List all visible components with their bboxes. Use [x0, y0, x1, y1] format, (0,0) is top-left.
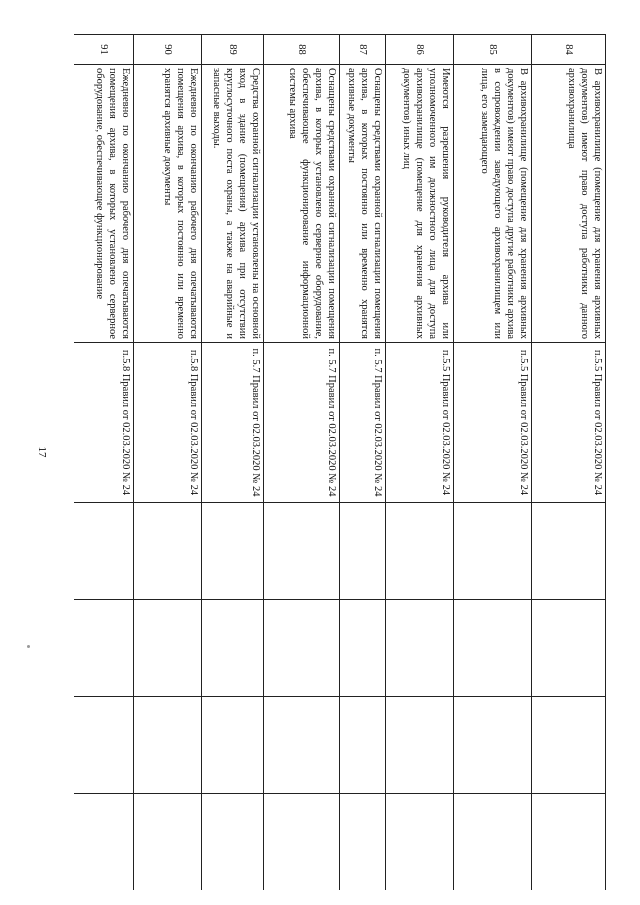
requirement-cell: Имеются разрешения руководителя архива или уполномоченного им должностного лица для доступа архивохранилище (помещение для хранения архивных документов) иных лиц [386, 65, 454, 343]
reference-cell: п.5.5 Правил от 02.03.2020 № 24 [386, 343, 454, 503]
table-row [74, 35, 134, 891]
rotated-content [74, 34, 606, 890]
answer-no-cell[interactable] [134, 600, 202, 697]
answer-na-cell[interactable] [532, 697, 606, 794]
answer-yes-cell[interactable] [386, 503, 454, 600]
row-number: 90 [134, 35, 202, 65]
table-row [134, 35, 202, 891]
table-row [340, 35, 386, 891]
reference-cell: п. 5.7 Правил от 02.03.2020 № 24 [264, 343, 340, 503]
page-number: 17 [36, 446, 48, 458]
answer-yes-cell[interactable] [454, 503, 532, 600]
answer-no-cell[interactable] [202, 600, 264, 697]
answer-na-cell[interactable] [264, 697, 340, 794]
table-row [386, 35, 454, 891]
reference-cell: п.5.5 Правил от 02.03.2020 № 24 [532, 343, 606, 503]
answer-yes-cell[interactable] [532, 503, 606, 600]
note-cell[interactable] [386, 794, 454, 891]
answer-na-cell[interactable] [454, 697, 532, 794]
answer-no-cell[interactable] [454, 600, 532, 697]
reference-cell: п. 5.7 Правил от 02.03.2020 № 24 [340, 343, 386, 503]
checklist-table-frame [74, 34, 606, 890]
scan-speck [27, 645, 30, 648]
requirement-cell: Ежедневно по окончанию рабочего дня опечатываются помещения архива, в которых установлено серверное оборудование, обеспечивающее функционирование [74, 65, 134, 343]
answer-no-cell[interactable] [386, 600, 454, 697]
answer-yes-cell[interactable] [340, 503, 386, 600]
note-cell[interactable] [74, 794, 134, 891]
requirement-cell: Оснащены средствами охранной сигнализации помещения архива, в которых установлено серверное оборудование, обеспечивающее функционирование информационной системы архива [264, 65, 340, 343]
row-number: 89 [202, 35, 264, 65]
answer-no-cell[interactable] [532, 600, 606, 697]
reference-cell: п.5.8 Правил от 02.03.2020 № 24 [74, 343, 134, 503]
reference-cell: п.5.5 Правил от 02.03.2020 № 24 [454, 343, 532, 503]
answer-na-cell[interactable] [134, 697, 202, 794]
answer-yes-cell[interactable] [202, 503, 264, 600]
requirement-cell: Средства охранной сигнализации установлены на основной вход в здание (помещения) архива при отсутствии круглосуточного поста охраны, а также на аварийные и запасные выходы. [202, 65, 264, 343]
requirement-cell: Оснащены средствами охранной сигнализации помещения архива, в которых постоянно или временно хранятся архивные документы [340, 65, 386, 343]
table-row [532, 35, 606, 891]
note-cell[interactable] [532, 794, 606, 891]
answer-na-cell[interactable] [202, 697, 264, 794]
row-number: 86 [386, 35, 454, 65]
answer-no-cell[interactable] [264, 600, 340, 697]
note-cell[interactable] [340, 794, 386, 891]
row-number: 85 [454, 35, 532, 65]
note-cell[interactable] [264, 794, 340, 891]
row-number: 88 [264, 35, 340, 65]
answer-na-cell[interactable] [74, 697, 134, 794]
answer-no-cell[interactable] [340, 600, 386, 697]
note-cell[interactable] [202, 794, 264, 891]
checklist-table [74, 34, 606, 890]
requirement-cell: В архивохранилище (помещение для хранения архивных документов) имеют право доступа другие работники архива в сопровождении заведующего архивохранилищем или лица, его замещающего [454, 65, 532, 343]
reference-cell: п. 5.7 Правил от 02.03.2020 № 24 [202, 343, 264, 503]
table-row [264, 35, 340, 891]
answer-na-cell[interactable] [340, 697, 386, 794]
requirement-cell: В архивохранилище (помещение для хранения архивных документов) имеют право доступа работники данного архивохранилища [532, 65, 606, 343]
answer-yes-cell[interactable] [134, 503, 202, 600]
answer-na-cell[interactable] [386, 697, 454, 794]
table-row [202, 35, 264, 891]
note-cell[interactable] [454, 794, 532, 891]
answer-yes-cell[interactable] [74, 503, 134, 600]
note-cell[interactable] [134, 794, 202, 891]
reference-cell: п.5.8 Правил от 02.03.2020 № 24 [134, 343, 202, 503]
row-number: 84 [532, 35, 606, 65]
requirement-cell: Ежедневно по окончанию рабочего дня опечатываются помещения архива, в которых постоянно или временно хранятся архивные документы [134, 65, 202, 343]
table-row [454, 35, 532, 891]
answer-yes-cell[interactable] [264, 503, 340, 600]
row-number: 91 [74, 35, 134, 65]
row-number: 87 [340, 35, 386, 65]
answer-no-cell[interactable] [74, 600, 134, 697]
